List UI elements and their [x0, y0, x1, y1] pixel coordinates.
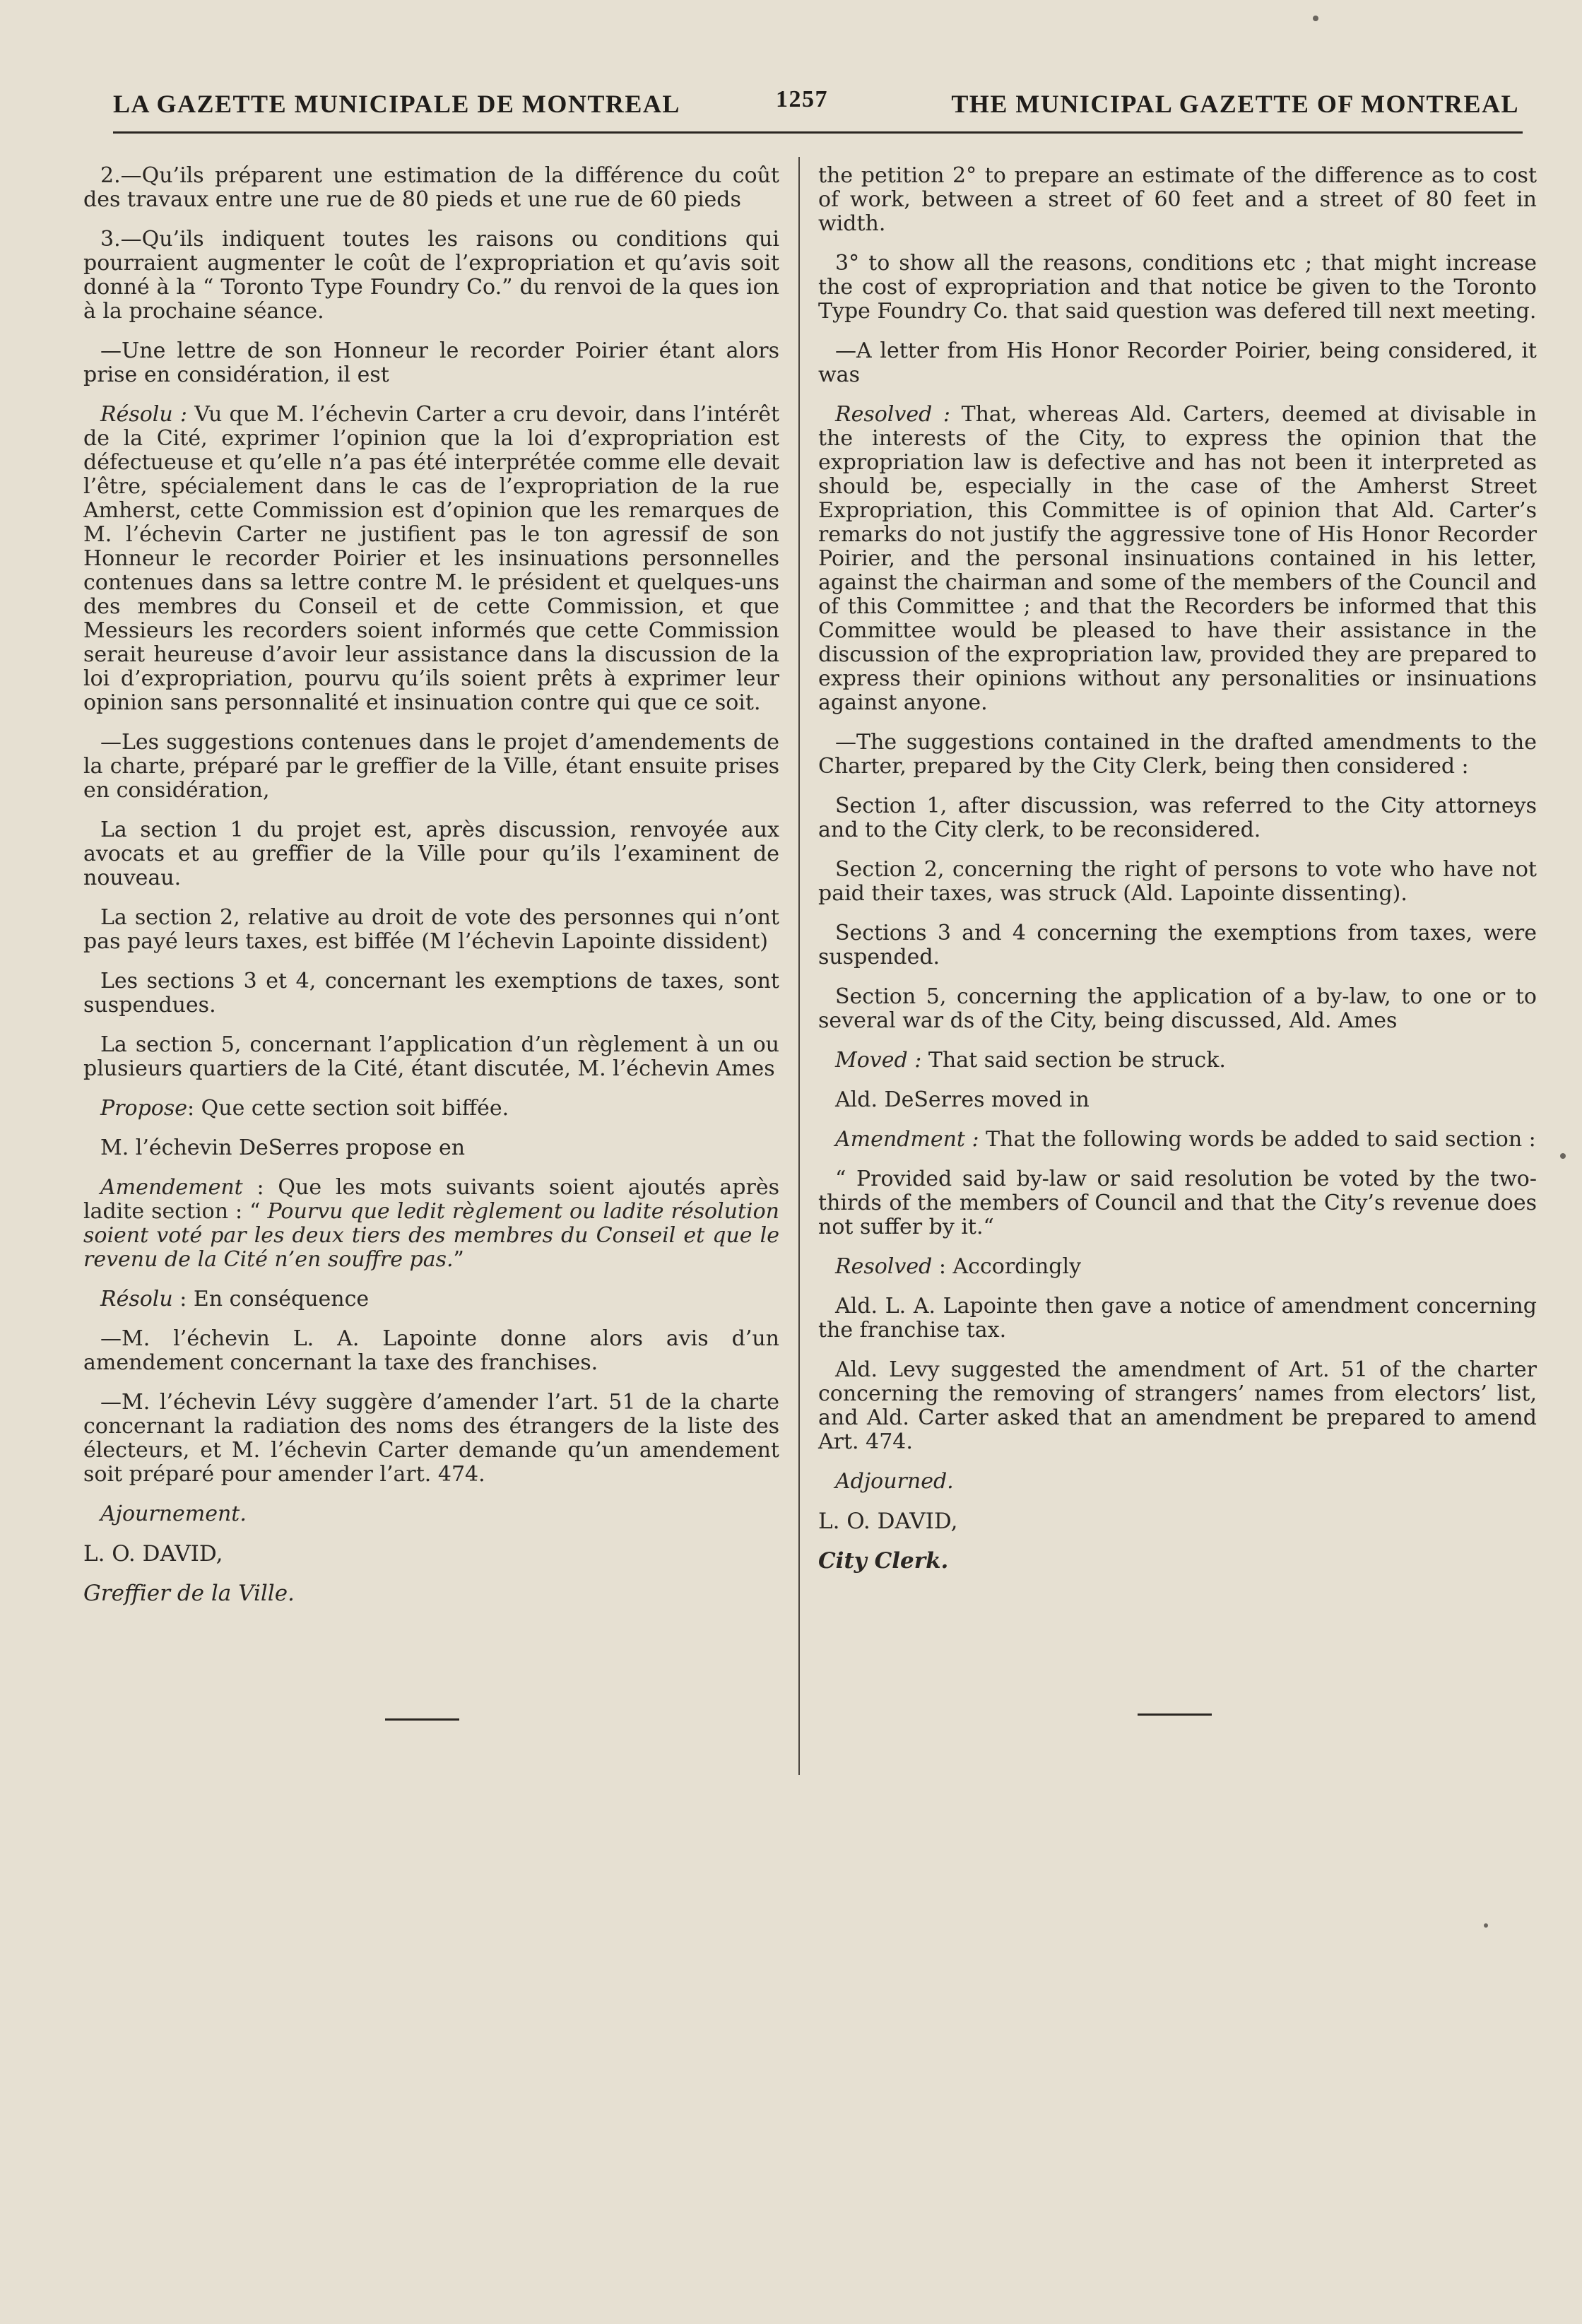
paragraph: the petition 2° to prepare an estimate of the difference as to cost of work, between a street of 60 feet and a street of 80 feet in width. — [818, 163, 1537, 236]
paper-speck — [1313, 16, 1318, 21]
amendment-paragraph — [83, 1176, 779, 1272]
page-number: 1257 — [776, 86, 828, 112]
paragraph: M. l’échevin DeSerres propose en — [100, 1136, 466, 1160]
page-header — [113, 83, 1519, 126]
signature-name: L. O. DAVID, — [818, 1509, 958, 1534]
french-running-title: LA GAZETTE MUNICIPALE DE MONTREAL — [113, 90, 680, 118]
amendment-paragraph — [818, 1128, 1537, 1152]
paper-speck — [1484, 1923, 1488, 1928]
french-end-rule — [385, 1718, 459, 1721]
english-running-title: THE MUNICIPAL GAZETTE OF MONTREAL — [951, 90, 1519, 118]
resolution-label: Resolved : — [835, 402, 950, 427]
motion-text: That said section be struck. — [921, 1048, 1226, 1073]
motion-label: Propose — [100, 1096, 188, 1121]
paragraph: Sections 3 and 4 concerning the exemptions from taxes, were suspended. — [818, 921, 1537, 969]
paper-speck — [1560, 1153, 1566, 1159]
resolution-text: : Accordingly — [932, 1254, 1082, 1279]
french-column — [83, 164, 779, 1621]
paragraph: Section 5, concerning the application of a by-law, to one or to several war ds of the City, being discussed, Ald. Ames — [818, 984, 1537, 1033]
resolution-text: That, whereas Ald. Carters, deemed at divisable in the interests of the City, to express the opinion that the expropriation law is defective and has not been it interpreted as should be, especially in the case of the Amherst Street Expropriation, this Committee is of opinion that Ald. Carter’s remarks do not justify the aggressive tone of His Honor Recorder Poirier, and the personal insinuations contained in his letter, against the chairman and some of the members of the Council and of this Committee ; and that the Recorders be informed that this Committee would be pleased to have their assistance in the discussion of the expropriation law, provided they are prepared to express their opinions without any personalities or insinuations against anyone. — [818, 402, 1537, 715]
resolution-label: Résolu — [100, 1287, 173, 1311]
paragraph: La section 2, relative au droit de vote des personnes qui n’ont pas payé leurs taxes, est biffée (M l’échevin Lapointe dissident) — [83, 905, 779, 954]
paragraph: Les sections 3 et 4, concernant les exemptions de taxes, sont suspendues. — [83, 969, 779, 1018]
paragraph: Ald. Levy suggested the amendment of Art. 51 of the charter concerning the removing of strangers’ names from electors’ list, and Ald. Carter asked that an amendment be prepared to amend Art. 474. — [818, 1357, 1537, 1454]
paragraph: —The suggestions contained in the drafted amendments to the Charter, prepared by the City Clerk, being then considered : — [818, 730, 1537, 779]
paragraph: —Une lettre de son Honneur le recorder Poirier étant alors prise en considération, il est — [83, 338, 779, 387]
paragraph: —Les suggestions contenues dans le projet d’amendements de la charte, préparé par le greffier de la Ville, étant ensuite prises en considération, — [83, 730, 779, 803]
paragraph: 2.—Qu’ils préparent une estimation de la différence du coût des travaux entre une rue de 80 pieds et une rue de 60 pieds — [83, 163, 779, 212]
motion-label: Moved : — [835, 1048, 922, 1073]
paragraph: Ald. L. A. Lapointe then gave a notice of amendment concerning the franchise tax. — [818, 1294, 1537, 1343]
paragraph: Section 1, after discussion, was referred to the City attorneys and to the City clerk, to be reconsidered. — [818, 794, 1537, 842]
motion-text: : Que cette section soit biffée. — [187, 1096, 509, 1121]
amendment-text: : Que les mots suivants soient ajoutés après ladite section : “ — [83, 1175, 779, 1224]
paragraph: La section 5, concernant l’application d’un règlement à un ou plusieurs quartiers de la Cité, étant discutée, M. l’échevin Ames — [83, 1032, 779, 1081]
paragraph: —A letter from His Honor Recorder Poirier, being considered, it was — [818, 338, 1537, 387]
english-end-rule — [1138, 1713, 1212, 1716]
column-divider — [798, 157, 800, 1775]
paragraph: —M. l’échevin L. A. Lapointe donne alors avis d’un amendement concernant la taxe des franchises. — [83, 1326, 779, 1375]
paragraph: La section 1 du projet est, après discussion, renvoyée aux avocats et au greffier de la Ville pour qu’ils l’examinent de nouveau. — [83, 818, 779, 890]
header-rule — [113, 131, 1523, 134]
resolution-paragraph — [83, 403, 779, 715]
motion-paragraph — [83, 1097, 779, 1121]
resolution-paragraph — [818, 403, 1537, 715]
resolution-label: Resolved — [835, 1254, 933, 1279]
paragraph: Section 2, concerning the right of persons to vote who have not paid their taxes, was struck (Ald. Lapointe dissenting). — [818, 857, 1537, 906]
paragraph: —M. l’échevin Lévy suggère d’amender l’art. 51 de la charte concernant la radiation des noms des étrangers de la liste des électeurs, et M. l’échevin Carter demande qu’un amendement soit préparé pour amender l’art. 474. — [83, 1390, 779, 1487]
amendment-label: Amendment : — [835, 1127, 979, 1152]
resolution-paragraph — [818, 1255, 1537, 1279]
amendment-quote: “ Provided said by-law or said resolution be voted by the two-thirds of the members of Council and that the City’s revenue does not suffer by it.“ — [818, 1167, 1537, 1239]
resolution-text: Vu que M. l’échevin Carter a cru devoir, dans l’intérêt de la Cité, exprimer l’opinion que la loi d’expropriation est défectueuse et qu’elle n’a pas été interprétée comme elle devait l’être, spécialement dans le cas de l’expropriation de la rue Amherst, cette Commission est d’opinion que les remarques de M. l’échevin Carter ne justifient pas le ton agressif de son Honneur le recorder Poirier et les insinuations personnelles contenues dans sa lettre contre M. le président et quelques-uns des membres du Conseil et de cette Commission, et que Messieurs les recorders soient informés que cette Commission serait heureuse d’avoir leur assistance dans la discussion de la loi d’expropriation, pourvu qu’ils soient prêts à exprimer leur opinion sans personnalité et insinuation contre qui que ce soit. — [83, 402, 780, 715]
signature-title: Greffier de la Ville. — [83, 1581, 295, 1606]
paragraph: 3.—Qu’ils indiquent toutes les raisons ou conditions qui pourraient augmenter le coût de l’expropriation et qu’avis soit donné à la “ Toronto Type Foundry Co.” du renvoi de la ques ion à la prochaine séance. — [83, 227, 779, 324]
resolution-label: Résolu : — [100, 402, 188, 427]
amendment-quote: Pourvu que ledit règlement ou ladite résolution soient voté par les deux tiers des membres du Conseil et que le revenu de la Cité n’en souffre pas. — [83, 1199, 779, 1272]
amendment-quote-close: ” — [453, 1247, 464, 1272]
amendment-text: That the following words be added to said section : — [979, 1127, 1536, 1152]
amendment-label: Amendement — [100, 1175, 243, 1200]
resolution-text: : En conséquence — [172, 1287, 370, 1311]
adjournment-note: Adjourned. — [835, 1469, 954, 1494]
paragraph: 3° to show all the reasons, conditions etc ; that might increase the cost of expropriation and that notice be given to the Toronto Type Foundry Co. that said question was defered till next meeting. — [818, 251, 1537, 324]
signature-name: L. O. DAVID, — [83, 1541, 223, 1567]
resolution-paragraph — [83, 1287, 779, 1311]
adjournment-note: Ajournement. — [100, 1502, 247, 1526]
signature-title: City Clerk. — [818, 1548, 949, 1574]
motion-paragraph — [818, 1049, 1537, 1073]
english-column — [818, 164, 1537, 1588]
paragraph: Ald. DeSerres moved in — [835, 1087, 1090, 1112]
